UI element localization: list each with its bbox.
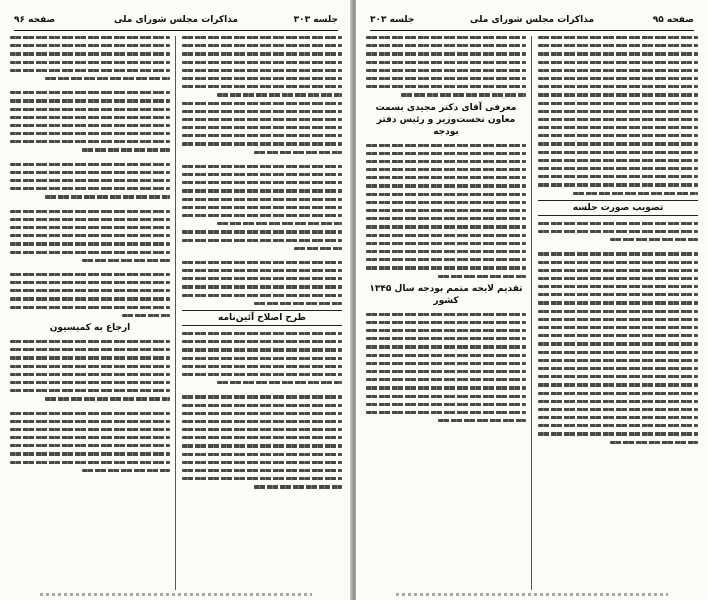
page-number: صفحه ۹۶ — [14, 15, 56, 25]
section-heading: طرح اصلاح آئین‌نامه — [182, 310, 342, 326]
text-column-right — [538, 36, 698, 590]
header-title: مذاکرات مجلس شورای ملی — [469, 15, 595, 25]
header-title: مذاکرات مجلس شورای ملی — [113, 15, 239, 25]
right-page — [356, 0, 708, 600]
page-number: صفحه ۹۵ — [652, 15, 694, 25]
page-header — [370, 14, 694, 31]
page-header — [14, 14, 338, 31]
text-column-right — [182, 36, 342, 590]
page-footer-mark — [40, 593, 312, 596]
left-page — [0, 0, 352, 600]
section-heading: معرفی آقای دکتر مجیدی بسمت معاون نخست‌وزیر و رئیس دفتر بودجه — [375, 102, 517, 137]
session-label: جلسه ۳۰۳ — [370, 15, 415, 25]
section-heading: تقدیم لایحه متمم بودجه سال ۱۳۴۵ کشور — [369, 283, 523, 306]
text-column-left — [366, 36, 526, 590]
column-divider — [531, 36, 532, 590]
text-column-left — [10, 36, 170, 590]
section-heading: ارجاع به کمیسیون — [49, 323, 131, 333]
column-divider — [175, 36, 176, 590]
section-heading: تصویب صورت جلسه — [538, 200, 698, 216]
session-label: جلسه ۳۰۳ — [293, 15, 338, 25]
page-footer-mark — [396, 593, 668, 596]
